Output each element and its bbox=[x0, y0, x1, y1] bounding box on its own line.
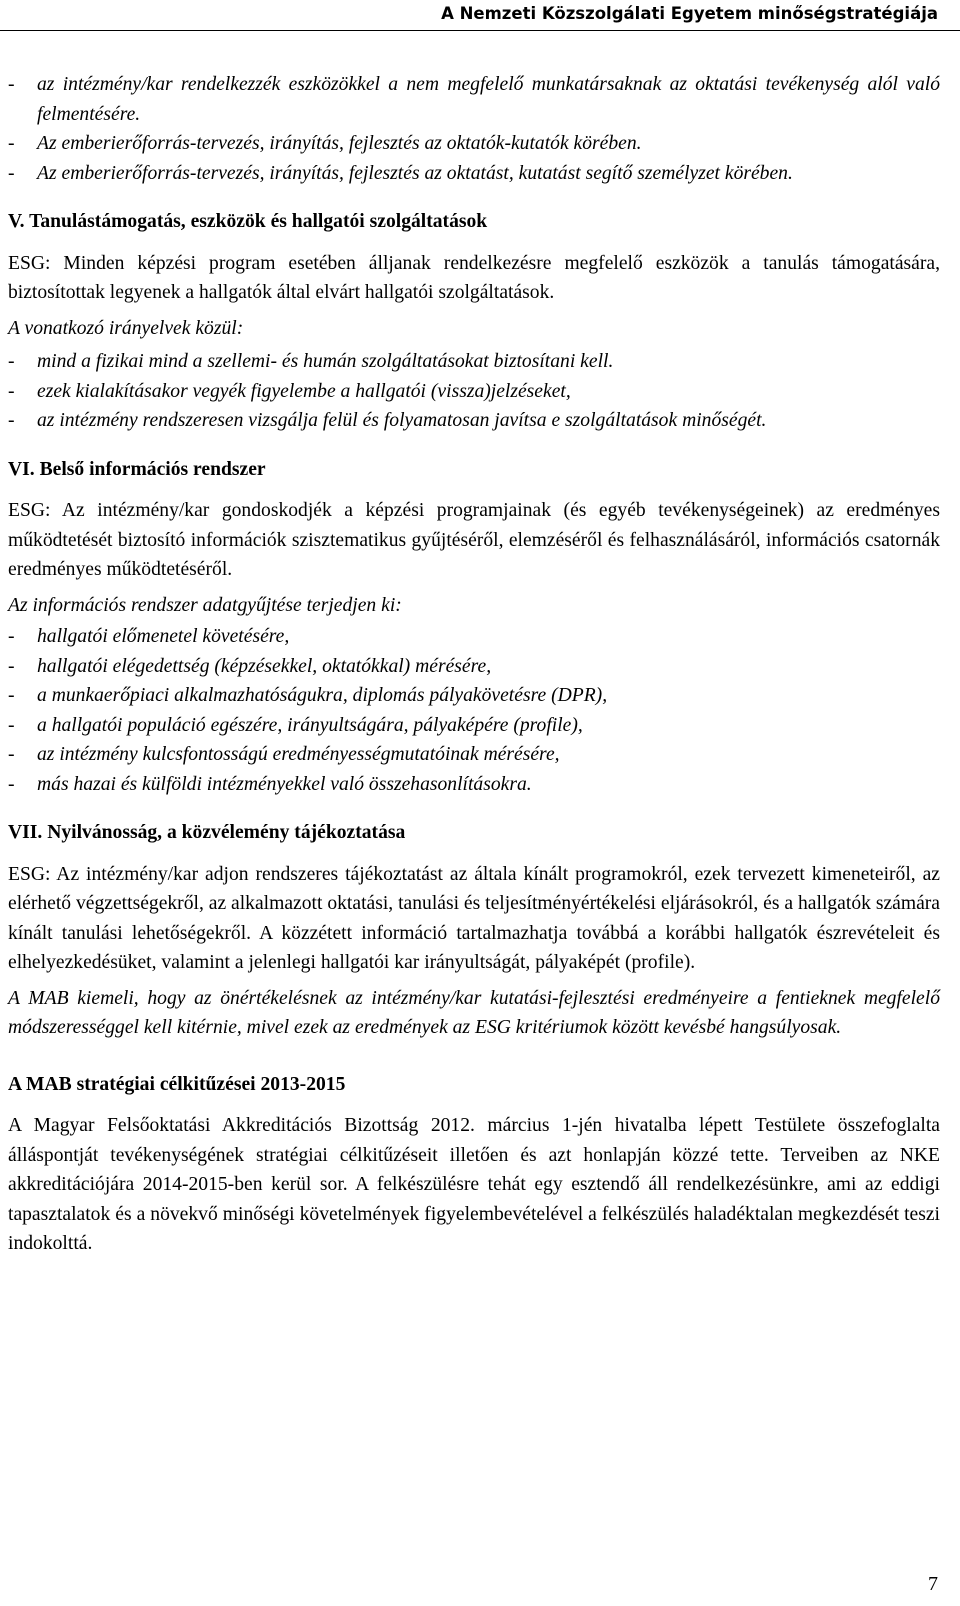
section-5-lead: A vonatkozó irányelvek közül: bbox=[8, 317, 244, 339]
intro-list bbox=[8, 70, 940, 188]
document-body bbox=[8, 70, 940, 1259]
list-item: - az intézmény rendszeresen vizsgálja felül és folyamatosan javítsa e szolgáltatások minőségét. bbox=[8, 406, 940, 436]
section-5-esg: ESG: Minden képzési program esetében álljanak rendelkezésre megfelelő eszközök a tanulás támogatására, biztosítottak legyenek a hallgatók által elvárt hallgatói szolgáltatások. bbox=[8, 252, 940, 303]
section-5-list bbox=[8, 347, 940, 436]
list-item: - Az emberierőforrás-tervezés, irányítás, fejlesztés az oktatók-kutatók körében. bbox=[8, 129, 940, 159]
section-7-note: A MAB kiemeli, hogy az önértékelésnek az intézmény/kar kutatási-fejlesztési eredményeire a fentieknek megfelelő módszerességgel kell kitérnie, mivel ezek az eredmények az ESG kritériumok között kevésbé hangsúlyosak. bbox=[8, 987, 940, 1038]
section-6-title: VI. Belső információs rendszer bbox=[8, 458, 266, 480]
list-item: - az intézmény kulcsfontosságú eredményességmutatóinak mérésére, bbox=[8, 740, 940, 770]
header-divider bbox=[0, 30, 960, 31]
list-item: - hallgatói előmenetel követésére, bbox=[8, 622, 940, 652]
list-item: - mind a fizikai mind a szellemi- és humán szolgáltatásokat biztosítani kell. bbox=[8, 347, 940, 377]
section-6-esg: ESG: Az intézmény/kar gondoskodjék a képzési programjainak (és egyéb tevékenységeinek) az eredményes működtetését biztosító információk szisztematikus gyűjtéséről, elemzéséről és felhasználásáról, információs csatornák eredményes működtetéséről. bbox=[8, 500, 940, 580]
list-item: - ezek kialakításakor vegyék figyelembe a hallgatói (vissza)jelzéseket, bbox=[8, 377, 940, 407]
list-item: - Az emberierőforrás-tervezés, irányítás, fejlesztés az oktatást, kutatást segítő személyzet körében. bbox=[8, 159, 940, 189]
page-header bbox=[0, 0, 960, 26]
page-number: 7 bbox=[928, 1573, 938, 1595]
section-6-list bbox=[8, 622, 940, 799]
header-title: A Nemzeti Közszolgálati Egyetem minőségstratégiája bbox=[441, 3, 938, 23]
strategy-body: A Magyar Felsőoktatási Akkreditációs Bizottság 2012. március 1-jén hivatalba lépett Testülete összefoglalta álláspontját tevékenységének stratégiai célkitűzéseit illetően és azt honlapján közzé tette. Terveiben az NKE akkreditációjára 2014-2015-ben kerül sor. A felkészülésre tehát egy esztendő áll rendelkezésünkre, ami az eddigi tapasztalatok és a növekvő minőségi követelmények figyelembevételével a felkészülés haladéktalan megkezdését teszi indokolttá. bbox=[8, 1115, 940, 1254]
strategy-title: A MAB stratégiai célkitűzései 2013-2015 bbox=[8, 1073, 346, 1095]
list-item: - hallgatói elégedettség (képzésekkel, oktatókkal) mérésére, bbox=[8, 652, 940, 682]
section-6-lead: Az információs rendszer adatgyűjtése terjedjen ki: bbox=[8, 594, 402, 616]
list-item: - a munkaerőpiaci alkalmazhatóságukra, diplomás pályakövetésre (DPR), bbox=[8, 681, 940, 711]
list-item: - az intézmény/kar rendelkezzék eszközökkel a nem megfelelő munkatársaknak az oktatási tevékenység alól való felmentésére. bbox=[8, 70, 940, 129]
list-item: - a hallgatói populáció egészére, irányultságára, pályaképére (profile), bbox=[8, 711, 940, 741]
section-7-title: VII. Nyilvánosság, a közvélemény tájékoztatása bbox=[8, 822, 406, 843]
list-item: - más hazai és külföldi intézményekkel való összehasonlításokra. bbox=[8, 770, 940, 800]
section-5-title: V. Tanulástámogatás, eszközök és hallgatói szolgáltatások bbox=[8, 211, 488, 232]
section-7-esg: ESG: Az intézmény/kar adjon rendszeres tájékoztatást az általa kínált programokról, ezek tervezett kimeneteiről, az elérhető végzettségekről, az alkalmazott oktatási, tanulási és teljesítményértékelési eljárásokról, és a hallgatók számára kínált tanulási lehetőségekről. A közzétett információ tartalmazhatja továbbá a korábbi hallgatók észrevételeit és elhelyezkedésüket, valamint a jelenlegi hallgatói kar irányultságát, pályaképét (profile). bbox=[8, 863, 940, 973]
